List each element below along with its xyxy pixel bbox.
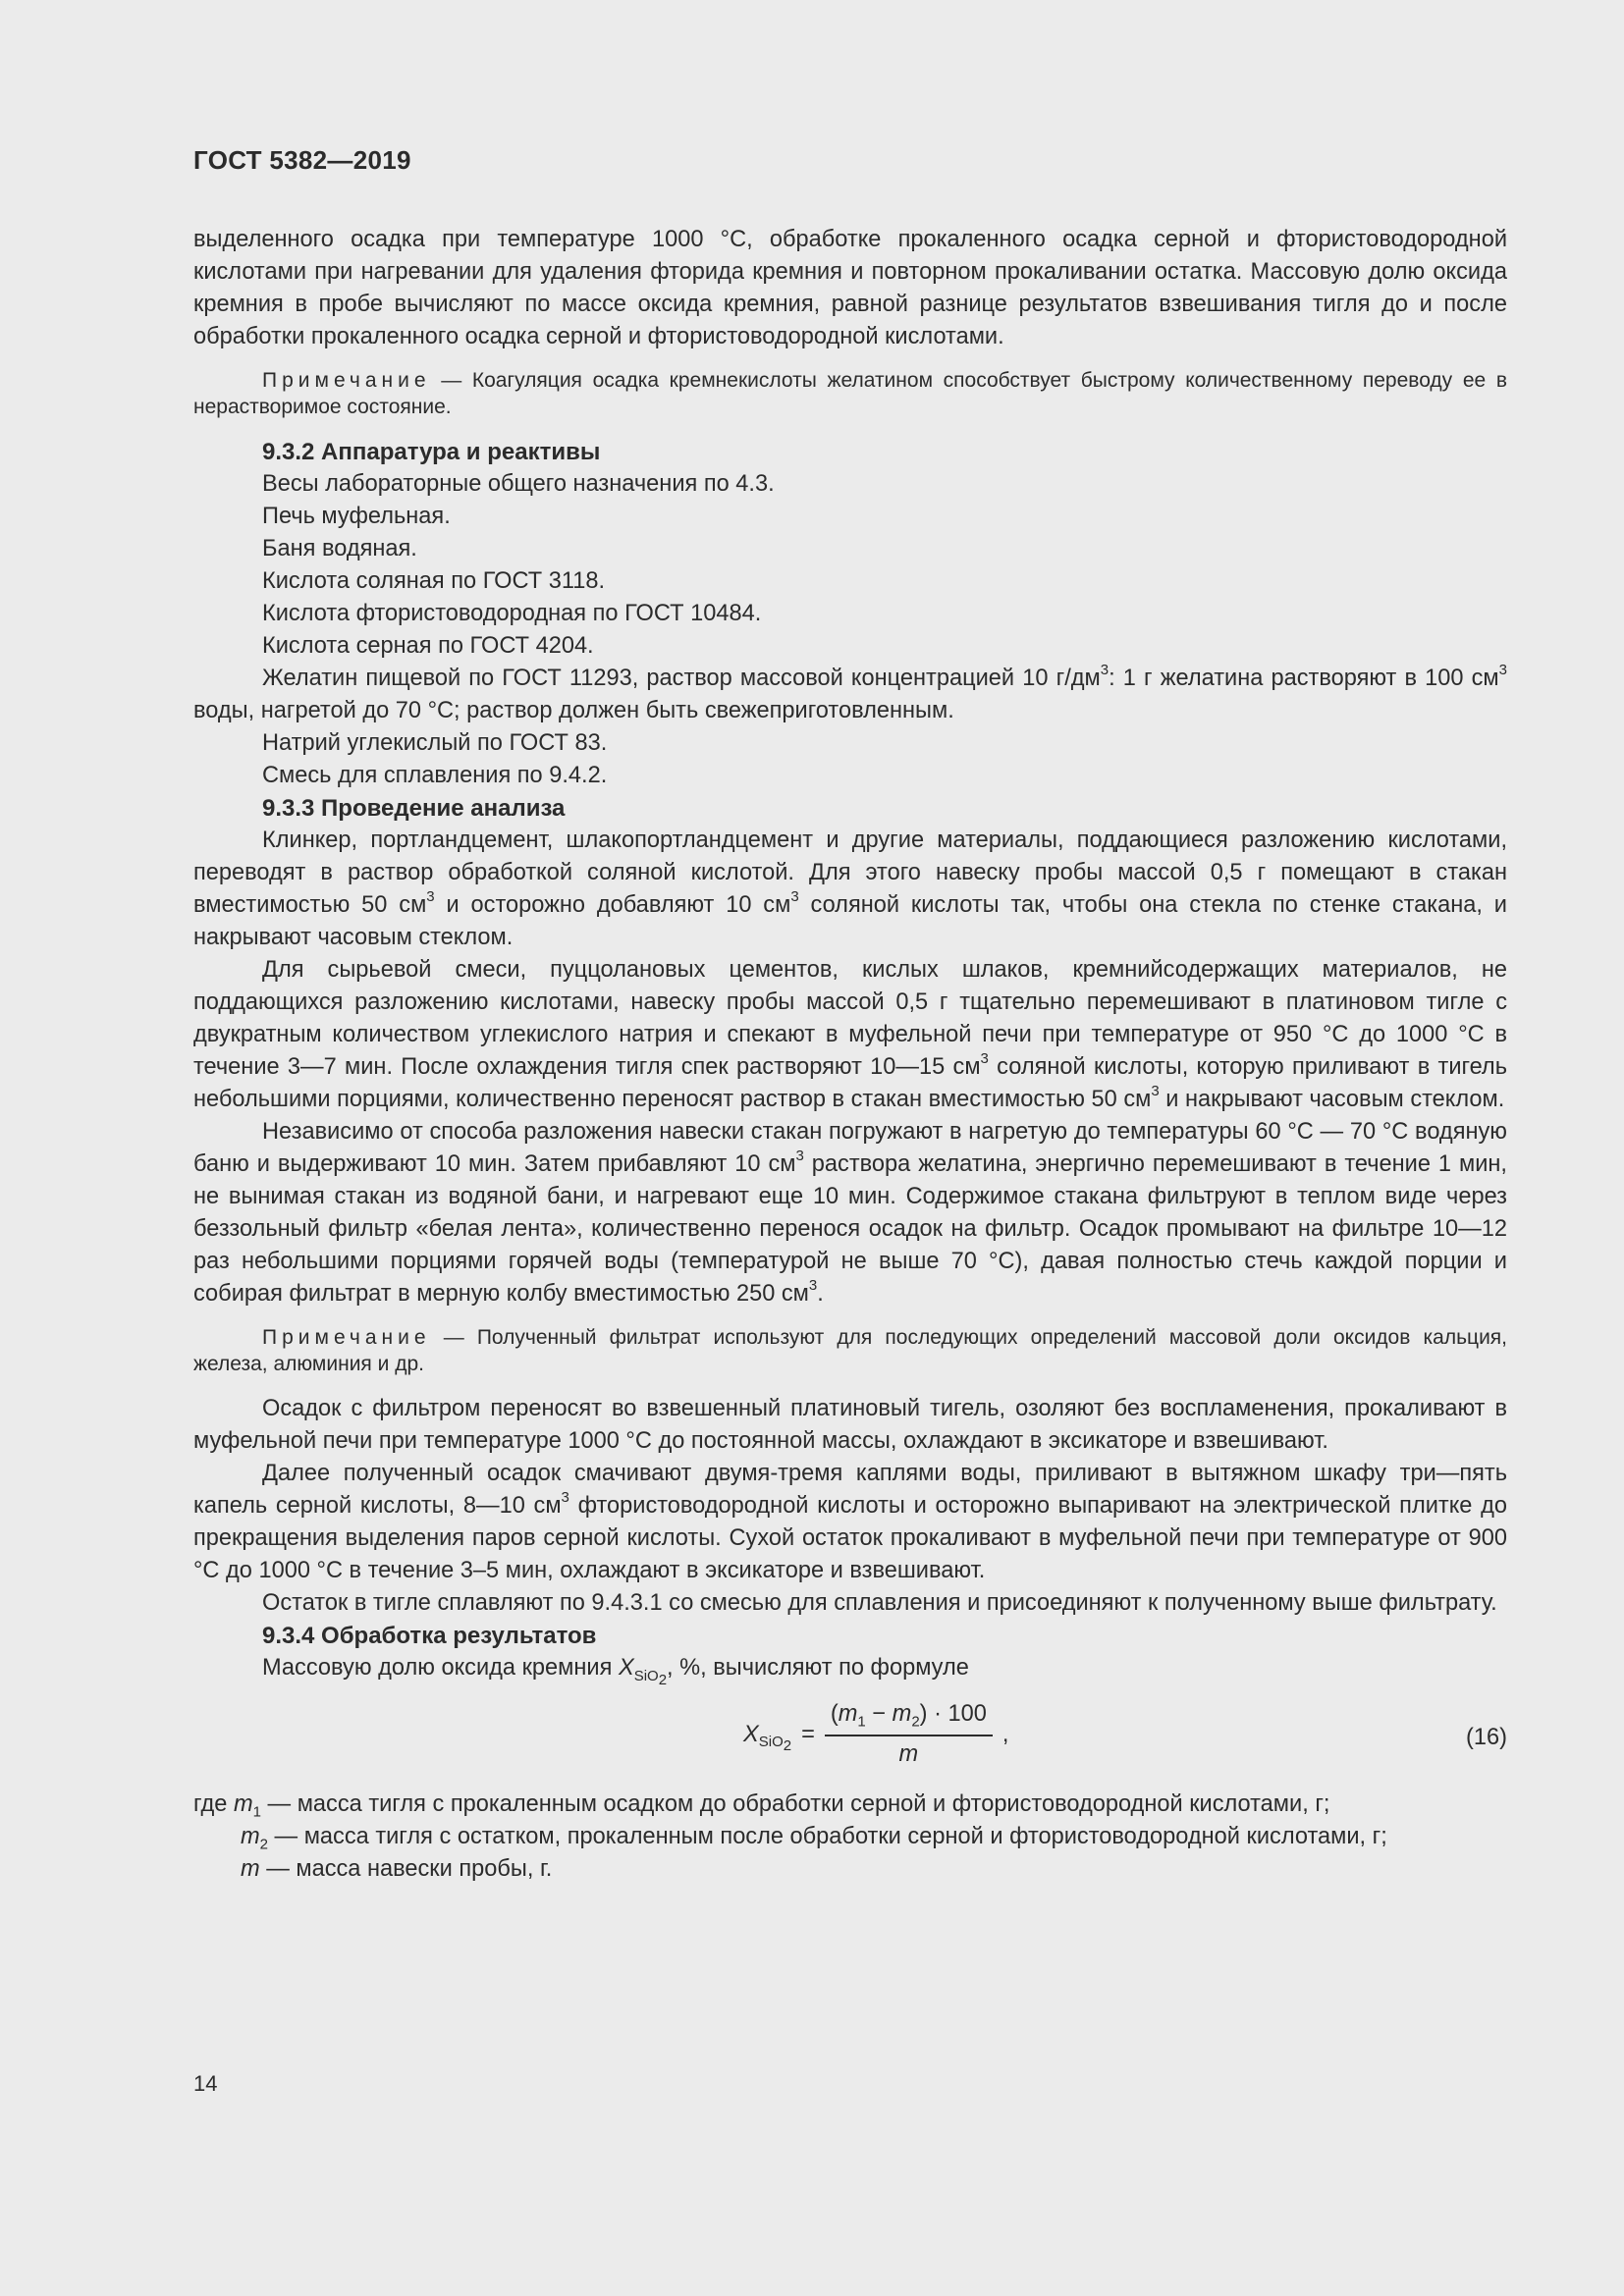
paragraph: Клинкер, портландцемент, шлакопортландцемент и другие материалы, поддающиеся разложению кислотами, переводят в раствор обработкой соляной кислотой. Для этого навеску пробы массой 0,5 г помещают в стакан вместимостью 50 $см^3$ и осторожно добавляют 10 $см^3$ соляной кислоты так, чтобы она стекла по стенке стакана, и накрывают часовым стеклом. bbox=[193, 828, 1507, 950]
list-item: Кислота соляная по ГОСТ 3118. bbox=[262, 568, 606, 594]
list-item: Натрий углекислый по ГОСТ 83. bbox=[262, 730, 608, 756]
section-heading-9-3-3: 9.3.3 Проведение анализа bbox=[262, 795, 566, 822]
variable-definitions bbox=[193, 1789, 1507, 1886]
note-text: — Полученный фильтрат используют для последующих определений массовой доли оксидов кальция, железа, алюминия и др. bbox=[193, 1326, 1507, 1375]
page-content bbox=[193, 224, 1507, 1886]
list-item: Кислота фтористоводородная по ГОСТ 10484. bbox=[262, 601, 762, 626]
fraction: $\frac{(m_1 - m_2) \cdot 100}{m}$ bbox=[825, 1698, 993, 1771]
gelatin-item: Желатин пищевой по ГОСТ 11293, раствор массовой концентрацией 10 $г/дм^3$: 1 г желатина растворяют в 100 $см^3$ воды, нагретой до 70 °С; раствор должен быть свежеприготовленным. bbox=[193, 662, 1507, 723]
list-item: Весы лабораторные общего назначения по 4.3. bbox=[262, 471, 775, 497]
paragraph: Независимо от способа разложения навески стакан погружают в нагретую до температуры 60 °С — 70 °С водяную баню и выдерживают 10 мин. Затем прибавляют 10 $см^3$ раствора желатина, энергично перемешивают в течение 1 мин, не вынимая стакан из водяной бани, и нагревают еще 10 мин. Содержимое стакана фильтруют в теплом виде через беззольный фильтр «белая лента», количественно перенося осадок на фильтр. Осадок промывают на фильтре 10—12 раз небольшими порциями горячей воды (температурой не выше 70 °С), давая полностью стечь каждой порции и собирая фильтрат в мерную колбу вместимостью 250 $см^3$. bbox=[193, 1119, 1507, 1307]
note-1 bbox=[193, 367, 1507, 420]
document-id-header: ГОСТ 5382—2019 bbox=[193, 145, 411, 175]
formula: $X_{SiO_2}$ = $\frac{(m_1 - m_2) \cdot 100}{m}$ , bbox=[743, 1698, 1008, 1771]
section-heading-9-3-2: 9.3.2 Аппаратура и реактивы bbox=[262, 439, 601, 465]
paragraph: Остаток в тигле сплавляют по 9.4.3.1 со смесью для сплавления и присоединяют к полученному выше фильтрату. bbox=[262, 1590, 1497, 1616]
paragraph: Далее полученный осадок смачивают двумя-тремя каплями воды, приливают в вытяжном шкафу три—пять капель серной кислоты, 8—10 $см^3$ фтористоводородной кислоты и осторожно выпаривают на электрической плитке до прекращения выделения паров серной кислоты. Сухой остаток прокаливают в муфельной печи при температуре от 900 °С до 1000 °С в течение 3–5 мин, охлаждают в эксикаторе и взвешивают. bbox=[193, 1461, 1508, 1583]
paragraph: Для сырьевой смеси, пуццолановых цементов, кислых шлаков, кремнийсодержащих материалов, не поддающихся разложению кислотами, навеску пробы массой 0,5 г тщательно перемешивают в платиновом тигле с двукратным количеством углекислого натрия и спекают в муфельной печи при температуре от 950 °С до 1000 °С в течение 3—7 мин. После охлаждения тигля спек растворяют 10—15 $см^3$ соляной кислоты, которую приливают в тигель небольшими порциями, количественно переносят раствор в стакан вместимостью 50 $см^3$ и накрывают часовым стеклом. bbox=[193, 957, 1507, 1112]
formula-block bbox=[193, 1692, 1507, 1783]
paragraph: Осадок с фильтром переносят во взвешенный платиновый тигель, озоляют без воспламенения, прокаливают в муфельной печи при температуре 1000 °С до постоянной массы, охлаждают в эксикаторе и взвешивают. bbox=[193, 1396, 1507, 1454]
note-label: Примечание bbox=[262, 1326, 431, 1349]
list-item: Смесь для сплавления по 9.4.2. bbox=[262, 763, 608, 788]
equation-number: (16) bbox=[1466, 1725, 1507, 1750]
section-heading-9-3-4: 9.3.4 Обработка результатов bbox=[262, 1623, 597, 1649]
list-item: Печь муфельная. bbox=[262, 504, 451, 529]
intro-paragraph: выделенного осадка при температуре 1000 °С, обработке прокаленного осадка серной и фтористоводородной кислотами при нагревании для удаления фторида кремния и повторном прокаливании остатка. Массовую долю оксида кремния в пробе вычисляют по массе оксида кремния, равной разнице результатов взвешивания тигля до и после обработки прокаленного осадка серной и фтористоводородной кислотами. bbox=[193, 227, 1507, 349]
list-item: Кислота серная по ГОСТ 4204. bbox=[262, 633, 594, 659]
formula-lead: Массовую долю оксида кремния $X_{SiO_2}$, %, вычисляют по формуле bbox=[262, 1655, 969, 1688]
note-2 bbox=[193, 1324, 1507, 1377]
definition-m2: $m_2$ — масса тигля с остатком, прокаленным после обработки серной и фтористоводородной кислотами, г; bbox=[241, 1824, 1387, 1853]
definition-m1: где $m_1$ — масса тигля с прокаленным осадком до обработки серной и фтористоводородной кислотами, г; bbox=[193, 1791, 1330, 1821]
page-number: 14 bbox=[193, 2071, 218, 2096]
definition-m: m — масса навески пробы, г. bbox=[241, 1856, 553, 1882]
list-item: Баня водяная. bbox=[262, 536, 417, 561]
note-label: Примечание bbox=[262, 369, 431, 392]
note-text: — Коагуляция осадка кремнекислоты желатином способствует быстрому количественному переводу ее в нерастворимое состояние. bbox=[193, 369, 1507, 418]
